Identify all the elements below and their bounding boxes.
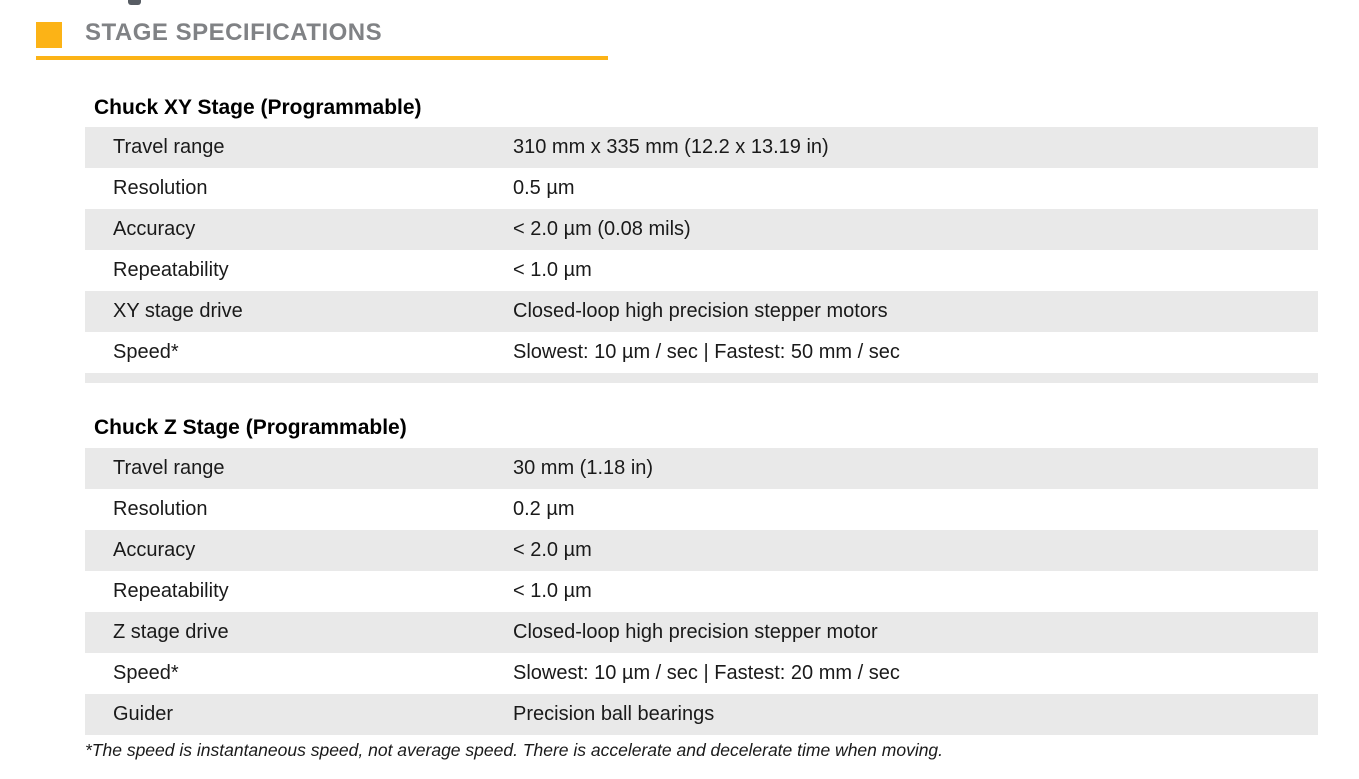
spec-label: XY stage drive	[113, 300, 243, 322]
spec-label: Speed*	[113, 662, 179, 684]
spec-value: < 2.0 µm	[513, 539, 592, 561]
table-row	[85, 489, 1318, 530]
spec-value: 310 mm x 335 mm (12.2 x 13.19 in)	[513, 136, 829, 158]
spec-value: < 1.0 µm	[513, 580, 592, 602]
table-row	[85, 250, 1318, 291]
speed-footnote: *The speed is instantaneous speed, not average speed. There is accelerate and decelerate time when moving.	[85, 740, 944, 760]
spec-value: < 1.0 µm	[513, 259, 592, 281]
spec-table-chuck-xy-stage	[85, 127, 1318, 383]
table-bottom-stripe	[85, 373, 1318, 383]
spec-label: Repeatability	[113, 259, 229, 281]
table-row	[85, 448, 1318, 489]
table-row	[85, 127, 1318, 168]
spec-label: Travel range	[113, 457, 225, 479]
table-row	[85, 694, 1318, 735]
spec-value: Slowest: 10 µm / sec | Fastest: 20 mm / sec	[513, 662, 900, 684]
table-title-chuck-z-stage: Chuck Z Stage (Programmable)	[94, 416, 407, 439]
table-row	[85, 332, 1318, 373]
section-accent-square	[36, 22, 62, 48]
spec-value: 0.2 µm	[513, 498, 575, 520]
table-row	[85, 209, 1318, 250]
spec-value: < 2.0 µm (0.08 mils)	[513, 218, 691, 240]
table-row	[85, 168, 1318, 209]
table-row	[85, 291, 1318, 332]
spec-value: 0.5 µm	[513, 177, 575, 199]
table-title-chuck-xy-stage: Chuck XY Stage (Programmable)	[94, 96, 422, 119]
spec-label: Accuracy	[113, 539, 196, 561]
spec-value: Slowest: 10 µm / sec | Fastest: 50 mm / sec	[513, 341, 900, 363]
spec-label: Speed*	[113, 341, 179, 363]
table-row	[85, 530, 1318, 571]
table-row	[85, 571, 1318, 612]
spec-label: Resolution	[113, 177, 208, 199]
spec-value: Precision ball bearings	[513, 703, 715, 725]
table-row	[85, 612, 1318, 653]
page-title: STAGE SPECIFICATIONS	[85, 19, 383, 46]
spec-label: Resolution	[113, 498, 208, 520]
spec-value: Closed-loop high precision stepper motor	[513, 621, 878, 643]
spec-value: Closed-loop high precision stepper motors	[513, 300, 888, 322]
spec-value: 30 mm (1.18 in)	[513, 457, 654, 479]
spec-label: Repeatability	[113, 580, 229, 602]
table-row	[85, 653, 1318, 694]
spec-label: Travel range	[113, 136, 225, 158]
section-underline	[36, 56, 608, 60]
spec-label: Guider	[113, 703, 174, 725]
spec-label: Accuracy	[113, 218, 196, 240]
cut-off-text-fragment	[128, 0, 141, 5]
spec-table-chuck-z-stage	[85, 448, 1318, 735]
spec-label: Z stage drive	[113, 621, 229, 643]
